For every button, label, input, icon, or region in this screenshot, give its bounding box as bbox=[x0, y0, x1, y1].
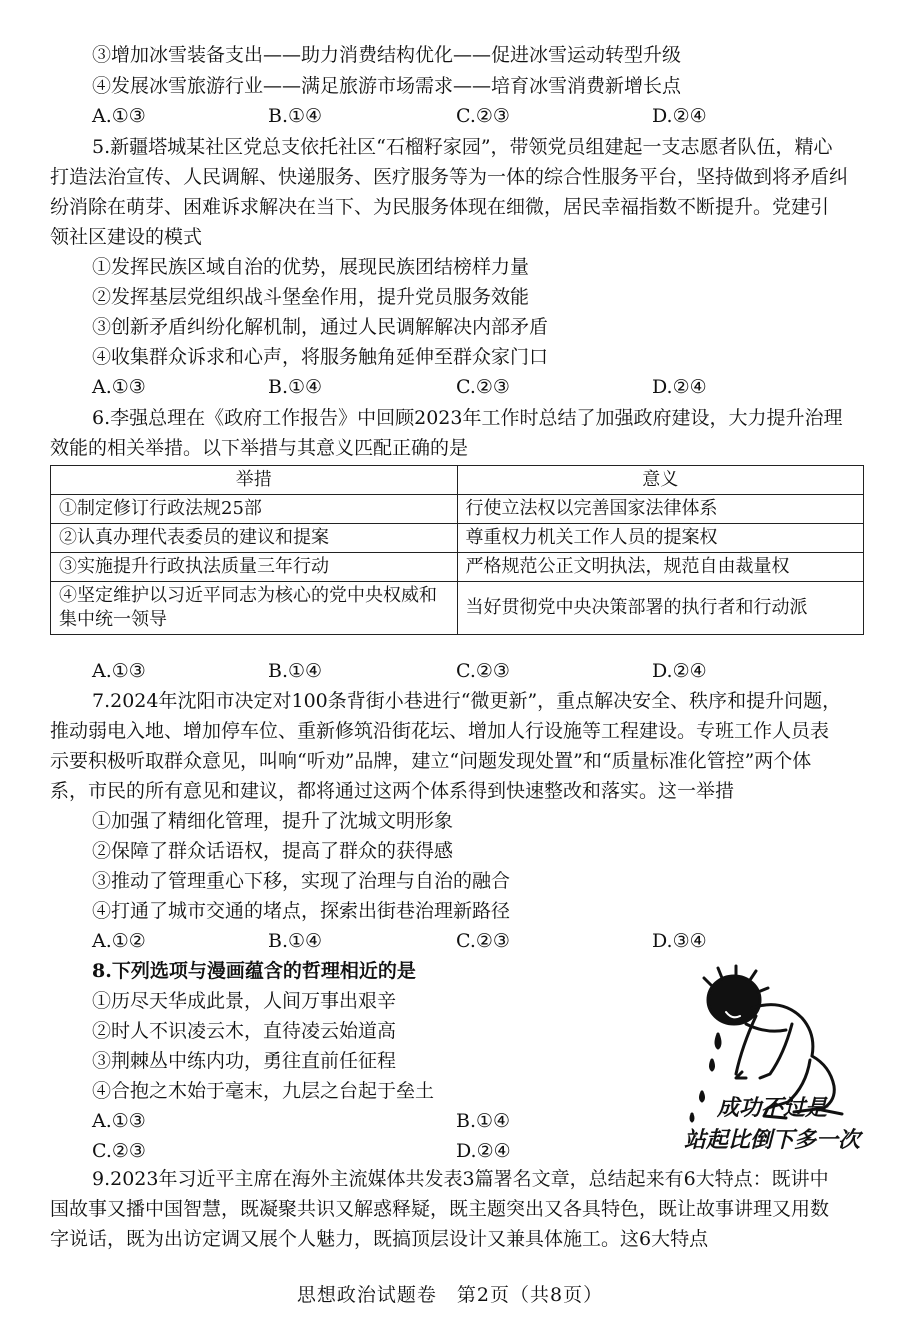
q4-item-4: ④发展冰雪旅游行业——满足旅游市场需求——培育冰雪消费新增长点 bbox=[92, 75, 682, 97]
q6-stem-line: 6.李强总理在《政府工作报告》中回顾2023年工作时总结了加强政府建设，大力提升治理 bbox=[92, 407, 843, 429]
q7-choice-c[interactable]: C.②③ bbox=[456, 930, 510, 952]
q5-item: ②发挥基层党组织战斗堡垒作用，提升党员服务效能 bbox=[92, 286, 530, 308]
q6-choice-a[interactable]: A.①③ bbox=[92, 660, 146, 682]
q5-choice-a[interactable]: A.①③ bbox=[92, 376, 146, 398]
q7-item: ③推动了管理重心下移，实现了治理与自治的融合 bbox=[92, 870, 511, 892]
q6-table-header-meaning: 意义 bbox=[457, 466, 864, 495]
q5-item: ④收集群众诉求和心声，将服务触角延伸至群众家门口 bbox=[92, 346, 549, 368]
q6-stem-line: 效能的相关举措。以下举措与其意义匹配正确的是 bbox=[50, 437, 469, 459]
q4-choice-c[interactable]: C.②③ bbox=[456, 105, 510, 127]
q6-table-cell: 行使立法权以完善国家法律体系 bbox=[457, 495, 864, 524]
q6-table-cell: 严格规范公正文明执法，规范自由裁量权 bbox=[457, 553, 864, 582]
q5-stem-line: 领社区建设的模式 bbox=[50, 226, 203, 248]
q6-table bbox=[50, 465, 864, 635]
q5-item: ①发挥民族区域自治的优势，展现民族团结榜样力量 bbox=[92, 256, 530, 278]
q8-stem: 8.下列选项与漫画蕴含的哲理相近的是 bbox=[92, 960, 416, 982]
q7-stem-line: 示要积极听取群众意见，叫响“听劝”品牌，建立“问题发现处置”和“质量标准化管控”两个体 bbox=[50, 750, 812, 772]
q5-stem-line: 纷消除在萌芽、困难诉求解决在当下、为民服务体现在细微，居民幸福指数不断提升。党建引 bbox=[50, 196, 830, 218]
page-footer: 思想政治试题卷 第2页（共8页） bbox=[296, 1284, 604, 1306]
q4-item-3: ③增加冰雪装备支出——助力消费结构优化——促进冰雪运动转型升级 bbox=[92, 44, 682, 66]
q6-table-cell: ④坚定维护以习近平同志为核心的党中央权威和集中统一领导 bbox=[51, 582, 458, 635]
q8-item: ②时人不识凌云木，直待凌云始道高 bbox=[92, 1020, 397, 1042]
q8-choice-b[interactable]: B.①④ bbox=[456, 1110, 511, 1132]
q8-item: ①历尽天华成此景，人间万事出艰辛 bbox=[92, 990, 397, 1012]
q8-item: ④合抱之木始于毫末，九层之台起于垒土 bbox=[92, 1080, 435, 1102]
q7-item: ④打通了城市交通的堵点，探索出街巷治理新路径 bbox=[92, 900, 511, 922]
q4-choice-a[interactable]: A.①③ bbox=[92, 105, 146, 127]
q7-item: ①加强了精细化管理，提升了沈城文明形象 bbox=[92, 810, 454, 832]
q6-choice-b[interactable]: B.①④ bbox=[268, 660, 323, 682]
q8-choice-d[interactable]: D.②④ bbox=[456, 1140, 511, 1162]
q6-table-cell: 当好贯彻党中央决策部署的执行者和行动派 bbox=[457, 582, 864, 635]
q7-choice-d[interactable]: D.③④ bbox=[652, 930, 707, 952]
q6-table-header-measure: 举措 bbox=[51, 466, 458, 495]
table-row bbox=[51, 553, 864, 582]
q7-stem-line: 推动弱电入地、增加停车位、重新修筑沿街花坛、增加人行设施等工程建设。专班工作人员表 bbox=[50, 720, 830, 742]
q8-choice-c[interactable]: C.②③ bbox=[92, 1140, 146, 1162]
q7-stem-line: 7.2024年沈阳市决定对100条背街小巷进行“微更新”，重点解决安全、秩序和提升问题， bbox=[92, 690, 842, 712]
table-row bbox=[51, 582, 864, 635]
q6-table-cell: ②认真办理代表委员的建议和提案 bbox=[51, 524, 458, 553]
q7-choices bbox=[92, 928, 852, 954]
q8-item: ③荆棘丛中练内功，勇往直前任征程 bbox=[92, 1050, 397, 1072]
q4-choice-b[interactable]: B.①④ bbox=[268, 105, 323, 127]
table-row bbox=[51, 524, 864, 553]
q5-stem-line: 5.新疆塔城某社区党总支依托社区“石榴籽家园”，带领党员组建起一支志愿者队伍，精心 bbox=[92, 136, 833, 158]
q4-choices bbox=[92, 103, 852, 129]
q5-choice-b[interactable]: B.①④ bbox=[268, 376, 323, 398]
q5-stem-line: 打造法治宣传、人民调解、快递服务、医疗服务等为一体的综合性服务平台，坚持做到将矛盾纠 bbox=[50, 166, 849, 188]
q6-choice-d[interactable]: D.②④ bbox=[652, 660, 707, 682]
q5-item: ③创新矛盾纠纷化解机制，通过人民调解解决内部矛盾 bbox=[92, 316, 549, 338]
cartoon-caption-line2: 站起比倒下多一次 bbox=[683, 1128, 860, 1153]
q5-choice-d[interactable]: D.②④ bbox=[652, 376, 707, 398]
q6-choice-c[interactable]: C.②③ bbox=[456, 660, 510, 682]
q7-stem-line: 系，市民的所有意见和建议，都将通过这两个体系得到快速整改和落实。这一举措 bbox=[50, 780, 735, 802]
q5-choice-c[interactable]: C.②③ bbox=[456, 376, 510, 398]
q9-stem-line: 国故事又播中国智慧，既凝聚共识又解惑释疑，既主题突出又各具特色，既让故事讲理又用数 bbox=[50, 1198, 830, 1220]
q6-table-cell: ①制定修订行政法规25部 bbox=[51, 495, 458, 524]
q9-stem-line: 9.2023年习近平主席在海外主流媒体共发表3篇署名文章，总结起来有6大特点：既讲中 bbox=[92, 1168, 829, 1190]
q7-choice-a[interactable]: A.①② bbox=[92, 930, 146, 952]
q6-table-cell: ③实施提升行政执法质量三年行动 bbox=[51, 553, 458, 582]
q5-choices bbox=[92, 374, 852, 400]
cartoon-caption-line1: 成功不过是 bbox=[716, 1096, 827, 1121]
q7-item: ②保障了群众话语权，提高了群众的获得感 bbox=[92, 840, 454, 862]
q4-choice-d[interactable]: D.②④ bbox=[652, 105, 707, 127]
table-row bbox=[51, 495, 864, 524]
q6-choices bbox=[92, 658, 852, 684]
q6-table-cell: 尊重权力机关工作人员的提案权 bbox=[457, 524, 864, 553]
q9-stem-line: 字说话，既为出访定调又展个人魅力，既搞顶层设计又兼具体施工。这6大特点 bbox=[50, 1228, 709, 1250]
q7-choice-b[interactable]: B.①④ bbox=[268, 930, 323, 952]
q8-choice-a[interactable]: A.①③ bbox=[92, 1110, 146, 1132]
